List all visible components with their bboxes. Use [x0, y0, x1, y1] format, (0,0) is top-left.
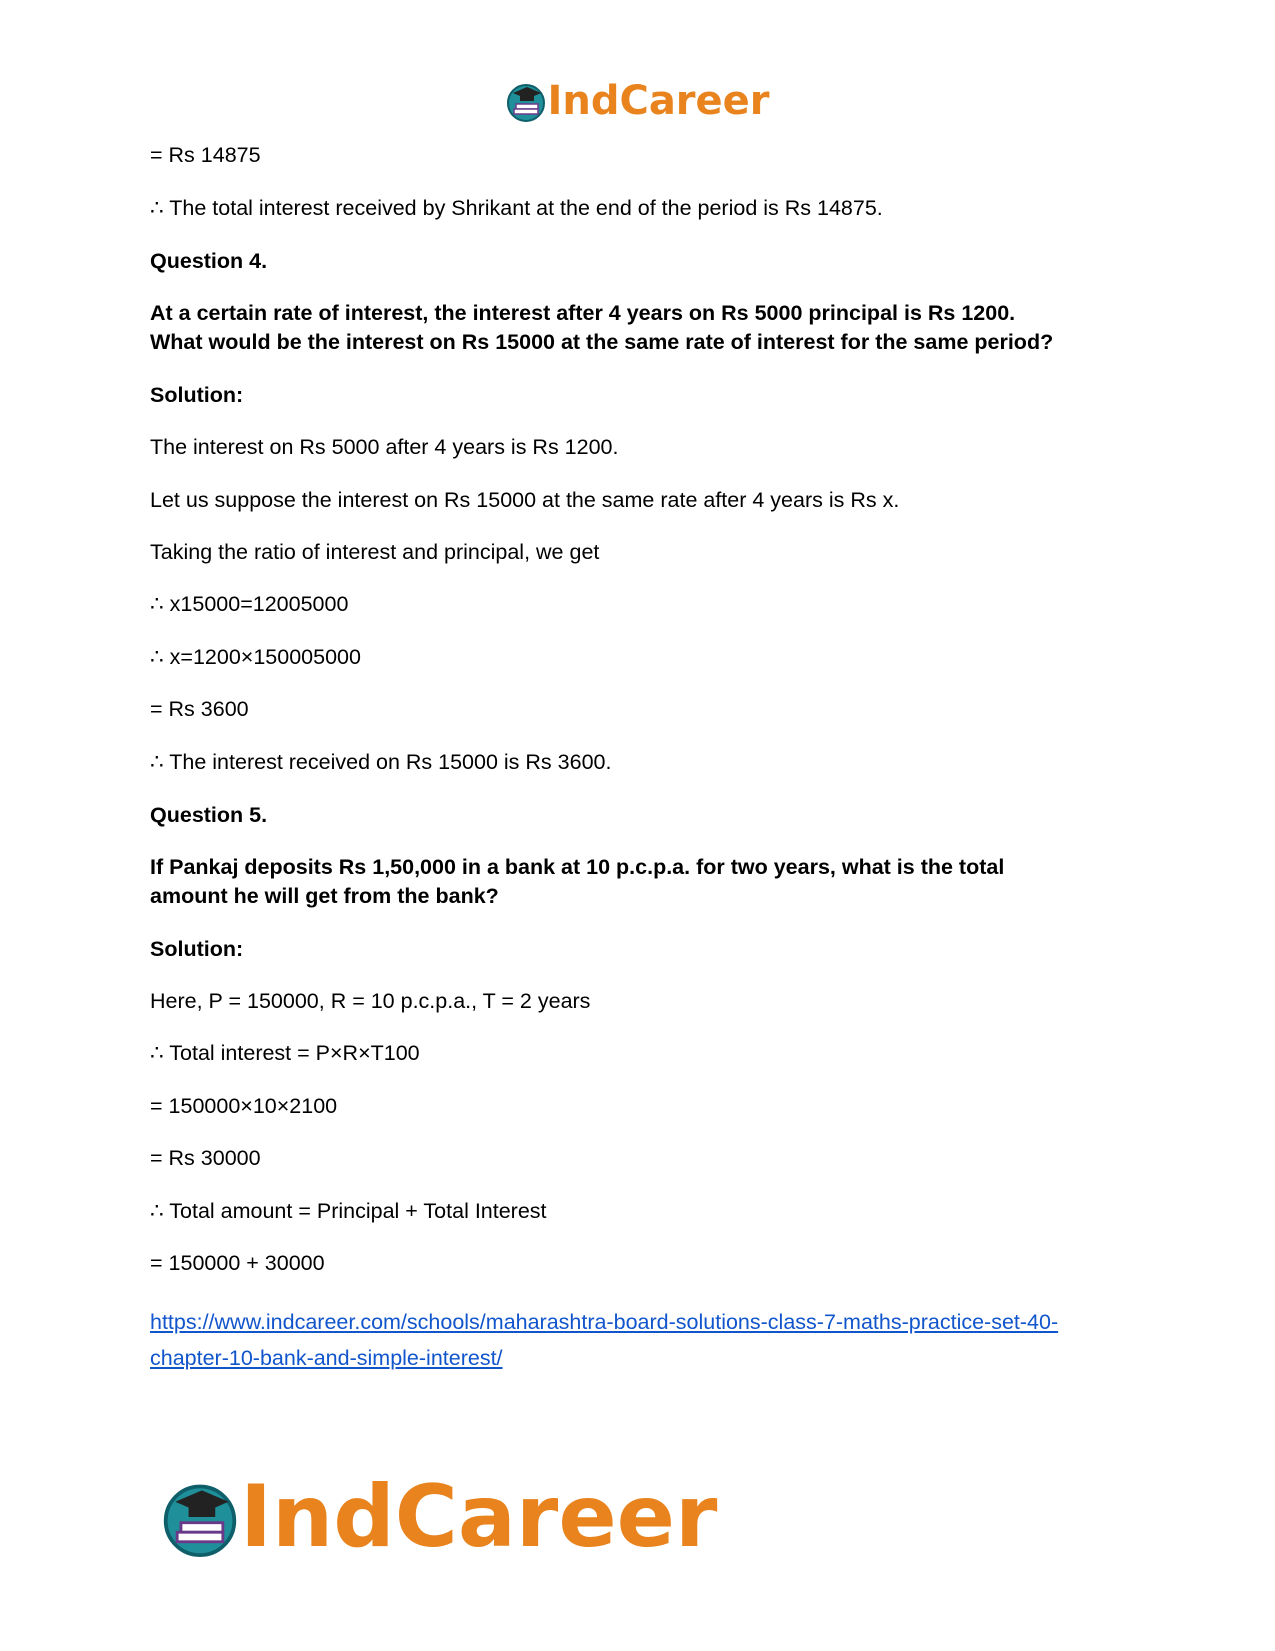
solution-step: = Rs 3600 — [150, 697, 249, 721]
conclusion-line: ∴ The total interest received by Shrikant at the end of the period is Rs 14875. — [150, 196, 883, 220]
solution-step: = 150000 + 30000 — [150, 1251, 325, 1275]
footer-logo — [160, 1467, 718, 1567]
logo — [160, 1467, 718, 1567]
question-4-text-line-1: At a certain rate of interest, the interest after 4 years on Rs 5000 principal is Rs 1200. — [150, 301, 1016, 325]
question-4-heading: Question 4. — [150, 249, 268, 273]
solution-step: The interest on Rs 5000 after 4 years is Rs 1200. — [150, 435, 619, 459]
solution-step: ∴ Total interest = P×R×T100 — [150, 1041, 420, 1065]
solution-step: ∴ The interest received on Rs 15000 is Rs 3600. — [150, 750, 612, 774]
graduation-cap-books-globe-icon — [505, 80, 547, 122]
logo-text: IndCareer — [547, 78, 770, 124]
question-4-solution-heading: Solution: — [150, 383, 244, 407]
solution-step: Let us suppose the interest on Rs 15000 at the same rate after 4 years is Rs x. — [150, 488, 900, 512]
solution-step: = 150000×10×2100 — [150, 1094, 338, 1118]
question-4-text-line-2: What would be the interest on Rs 15000 at the same rate of interest for the same period? — [150, 330, 1054, 354]
logo-text: IndCareer — [240, 1467, 718, 1567]
graduation-cap-books-globe-icon — [160, 1477, 240, 1557]
solution-step: Taking the ratio of interest and principal, we get — [150, 540, 600, 564]
source-link-line-1: https://www.indcareer.com/schools/maharashtra-board-solutions-class-7-maths-practice-set-40- — [150, 1310, 1059, 1334]
question-5-solution-heading: Solution: — [150, 937, 244, 961]
logo — [505, 78, 769, 124]
solution-step: ∴ x15000=12005000 — [150, 592, 349, 616]
source-link-line-2: chapter-10-bank-and-simple-interest/ — [150, 1346, 503, 1370]
result-line: = Rs 14875 — [150, 143, 261, 167]
question-5-text-line-1: If Pankaj deposits Rs 1,50,000 in a bank at 10 p.c.p.a. for two years, what is the total — [150, 855, 1005, 879]
question-5-heading: Question 5. — [150, 803, 268, 827]
header-logo — [0, 78, 1275, 128]
solution-step: Here, P = 150000, R = 10 p.c.p.a., T = 2 years — [150, 989, 591, 1013]
solution-step: ∴ x=1200×150005000 — [150, 645, 361, 669]
source-link[interactable] — [150, 1304, 1140, 1376]
solution-step: ∴ Total amount = Principal + Total Interest — [150, 1199, 547, 1223]
solution-step: = Rs 30000 — [150, 1146, 261, 1170]
question-5-text-line-2: amount he will get from the bank? — [150, 884, 499, 908]
